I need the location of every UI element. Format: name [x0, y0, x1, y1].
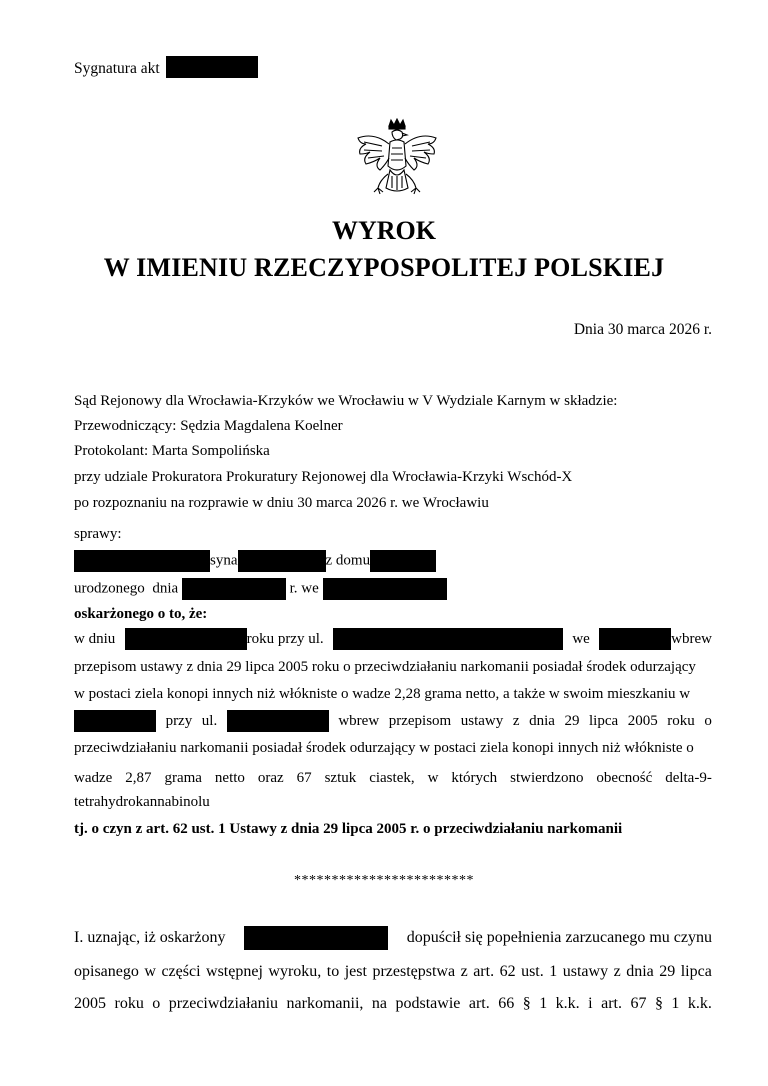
- charge-word: 2005: [627, 712, 658, 729]
- verdict-text: dopuścił się popełnienia zarzucanego mu czynu: [406, 929, 712, 946]
- polish-eagle-emblem: [352, 118, 442, 210]
- verdict-word: §: [654, 995, 663, 1012]
- charge-word: w: [427, 769, 439, 786]
- charge-word: wadze: [74, 769, 113, 786]
- charge-word: sztuk: [324, 769, 357, 786]
- redaction-bar: [74, 550, 210, 572]
- verdict-word: 67: [630, 995, 647, 1012]
- charge-line-2: przepisom ustawy z dnia 29 lipca 2005 roku o przeciwdziałaniu narkomanii posiadał środek odurzający: [74, 659, 696, 675]
- charge-word: o: [704, 712, 712, 729]
- verdict-word: opisanego: [74, 963, 139, 980]
- verdict-word: 29: [659, 963, 676, 980]
- redaction-bar: [166, 56, 258, 78]
- charge-word: oraz: [257, 769, 284, 786]
- verdict-word: podstawie: [395, 995, 461, 1012]
- charge-line-6: [74, 768, 712, 788]
- son-of-label: syna: [210, 552, 238, 569]
- verdict-word: z: [613, 963, 621, 980]
- court-clerk: Protokolant: Marta Sompolińska: [74, 443, 270, 459]
- verdict-word: lipca: [680, 963, 712, 980]
- hearing-info: po rozpoznaniu na rozprawie w dniu 30 marca 2026 r. we Wrocławiu: [74, 495, 489, 511]
- charge-text: przy: [165, 712, 193, 729]
- born-label: urodzonego: [74, 580, 145, 597]
- charge-word: obecność: [596, 769, 653, 786]
- charge-line-7: tetrahydrokannabinolu: [74, 794, 210, 810]
- verdict-word: k.k.: [687, 995, 712, 1012]
- presiding-judge: Przewodniczący: Sędzia Magdalena Koelner: [74, 418, 343, 434]
- charge-word: 67: [296, 769, 312, 786]
- verdict-word: to: [326, 963, 340, 980]
- court-composition: Sąd Rejonowy dla Wrocławia-Krzyków we Wrocławiu w V Wydziale Karnym w składzie:: [74, 393, 618, 409]
- charge-text: roku przy ul.: [246, 630, 324, 647]
- charge-word: z: [512, 712, 520, 729]
- charge-text: ul.: [201, 712, 218, 729]
- redaction-bar: [599, 628, 671, 650]
- charge-word: 29: [564, 712, 580, 729]
- redaction-bar: [370, 550, 436, 572]
- verdict-word: dnia: [626, 963, 654, 980]
- charge-word: ciastek,: [369, 769, 415, 786]
- verdict-word: art.: [468, 995, 490, 1012]
- charge-word: lipca: [589, 712, 619, 729]
- charge-word: wbrew: [338, 712, 380, 729]
- verdict-word: na: [371, 995, 388, 1012]
- verdict-word: części: [161, 963, 201, 980]
- document-title: WYROK: [332, 216, 436, 245]
- charge-word: stwierdzono: [510, 769, 584, 786]
- defendant-name-line: [74, 550, 436, 572]
- maiden-name-label: z domu: [325, 552, 371, 569]
- verdict-line-3: [74, 993, 712, 1015]
- verdict-word: 62: [499, 963, 516, 980]
- prosecutor: przy udziale Prokuratora Prokuratury Rejonowej dla Wrocławia-Krzyki Wschód-X: [74, 469, 573, 485]
- signature-label: Sygnatura akt: [74, 60, 160, 77]
- verdict-word: art.: [601, 995, 622, 1012]
- judgment-date: Dnia 30 marca 2026 r.: [573, 321, 712, 338]
- verdict-word: o: [152, 995, 161, 1012]
- born-place-label: r. we: [289, 580, 319, 597]
- charge-line-3: w postaci ziela konopi innych niż włókniste o wadze 2,28 grama netto, a także w swoim mieszkaniu w: [74, 686, 691, 702]
- redaction-bar: [333, 628, 563, 650]
- verdict-line-1: [74, 926, 712, 950]
- redaction-bar: [238, 550, 326, 572]
- redaction-bar: [323, 578, 447, 600]
- charge-word: ustawy: [460, 712, 504, 729]
- charge-word: przepisom: [388, 712, 452, 729]
- verdict-word: przeciwdziałaniu: [168, 995, 279, 1012]
- verdict-word: przestępstwa: [372, 963, 456, 980]
- verdict-word: 1: [549, 963, 558, 980]
- verdict-word: ustawy: [562, 963, 609, 980]
- charge-qualification: tj. o czyn z art. 62 ust. 1 Ustawy z dnia 29 lipca 2005 r. o przeciwdziałaniu narkomanii: [74, 821, 623, 837]
- verdict-word: w: [144, 963, 156, 980]
- verdict-word: ust.: [521, 963, 544, 980]
- verdict-word: roku: [114, 995, 144, 1012]
- charge-word: których: [451, 769, 498, 786]
- case-signature: [74, 56, 258, 78]
- separator: ************************: [294, 873, 474, 888]
- charge-text: we: [572, 630, 590, 647]
- verdict-word: wstępnej: [206, 963, 263, 980]
- verdict-word: 2005: [74, 995, 106, 1012]
- charge-text: w dniu: [74, 630, 116, 647]
- charge-word: 2,87: [125, 769, 152, 786]
- charge-word: delta-9-: [665, 769, 712, 786]
- verdict-word: i: [588, 995, 593, 1012]
- verdict-word: 1: [539, 995, 548, 1012]
- verdict-word: wyroku,: [268, 963, 322, 980]
- verdict-word: k.k.: [555, 995, 580, 1012]
- verdict-line-2: [74, 961, 712, 983]
- verdict-text: I. uznając, iż oskarżony: [74, 929, 226, 946]
- verdict-word: z: [460, 963, 468, 980]
- charge-line-4: [74, 710, 712, 732]
- document-subtitle: W IMIENIU RZECZYPOSPOLITEJ POLSKIEJ: [103, 253, 665, 282]
- charge-text: wbrew: [671, 630, 712, 647]
- charge-word: roku: [667, 712, 695, 729]
- case-label: sprawy:: [74, 526, 122, 542]
- verdict-word: §: [522, 995, 531, 1012]
- charge-word: netto: [214, 769, 245, 786]
- redaction-bar: [227, 710, 329, 732]
- verdict-word: jest: [344, 963, 367, 980]
- charge-line-5: przeciwdziałaniu narkomanii posiadał środek odurzający w postaci ziela konopi innych niż włókniste o: [74, 740, 694, 756]
- verdict-word: 66: [498, 995, 515, 1012]
- redaction-bar: [244, 926, 388, 950]
- redaction-bar: [125, 628, 247, 650]
- verdict-word: narkomanii,: [286, 995, 364, 1012]
- accused-label: oskarżonego o to, że:: [74, 606, 208, 622]
- redaction-bar: [74, 710, 156, 732]
- charge-word: dnia: [529, 712, 555, 729]
- redaction-bar: [182, 578, 286, 600]
- born-day-label: dnia: [152, 580, 179, 597]
- verdict-word: 1: [671, 995, 680, 1012]
- charge-line-1: [74, 628, 712, 650]
- charge-word: grama: [164, 769, 202, 786]
- defendant-birth-line: [74, 578, 447, 600]
- verdict-word: art.: [473, 963, 495, 980]
